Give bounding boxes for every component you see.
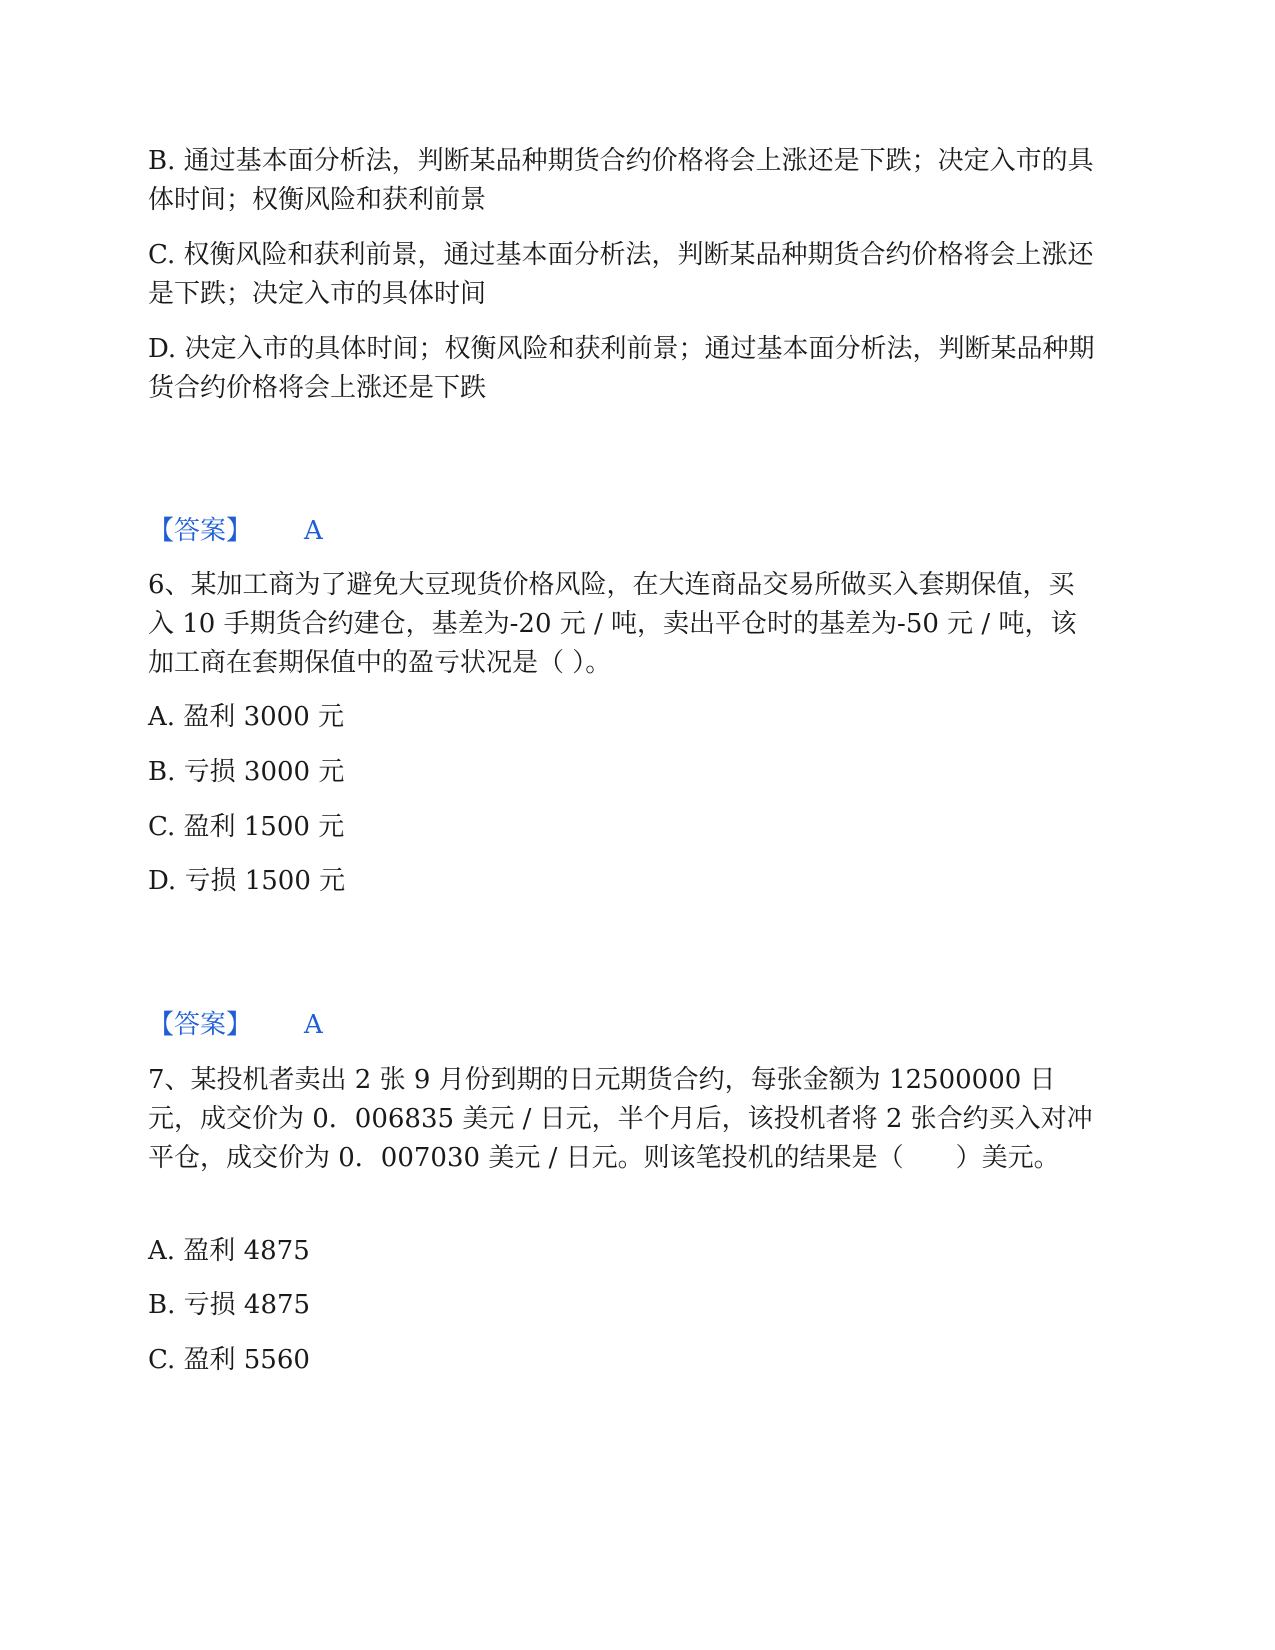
q5-option-d: D. 决定入市的具体时间；权衡风险和获利前景；通过基本面分析法，判断某品种期货合约价格将会上涨还是下跌 [148, 334, 1095, 403]
q7-option-c: C. 盈利 5560 [148, 1345, 310, 1375]
q7-stem: 7、某投机者卖出 2 张 9 月份到期的日元期货合约，每张金额为 12500000 日元，成交价为 0．006835 美元 / 日元，半个月后，该投机者将 2 张合约买入对冲平仓，成交价为 0．007030 美元 / 日元。则该笔投机的结果是（ ）美元。 [148, 1065, 1093, 1173]
q5-answer [148, 512, 323, 551]
q6-answer [148, 1006, 323, 1045]
q6-answer-label: 【答案】 [148, 1010, 253, 1040]
q5-answer-label: 【答案】 [148, 516, 253, 546]
q5-option-c: C. 权衡风险和获利前景，通过基本面分析法，判断某品种期货合约价格将会上涨还是下跌；决定入市的具体时间 [148, 240, 1094, 309]
q6-option-c: C. 盈利 1500 元 [148, 812, 345, 842]
q5-answer-value: A [304, 516, 323, 546]
q6-option-a: A. 盈利 3000 元 [148, 702, 345, 732]
q5-option-b: B. 通过基本面分析法，判断某品种期货合约价格将会上涨还是下跌；决定入市的具体时间；权衡风险和获利前景 [148, 146, 1094, 215]
q6-stem: 6、某加工商为了避免大豆现货价格风险，在大连商品交易所做买入套期保值，买入 10 手期货合约建仓，基差为-20 元 / 吨，卖出平仓时的基差为-50 元 / 吨，该加工商在套期保值中的盈亏状况是（ ）。 [148, 570, 1077, 678]
q6-answer-value: A [304, 1010, 323, 1040]
q7-option-b: B. 亏损 4875 [148, 1290, 311, 1320]
q6-option-b: B. 亏损 3000 元 [148, 757, 345, 787]
q6-option-d: D. 亏损 1500 元 [148, 866, 346, 896]
q7-option-a: A. 盈利 4875 [148, 1236, 310, 1266]
